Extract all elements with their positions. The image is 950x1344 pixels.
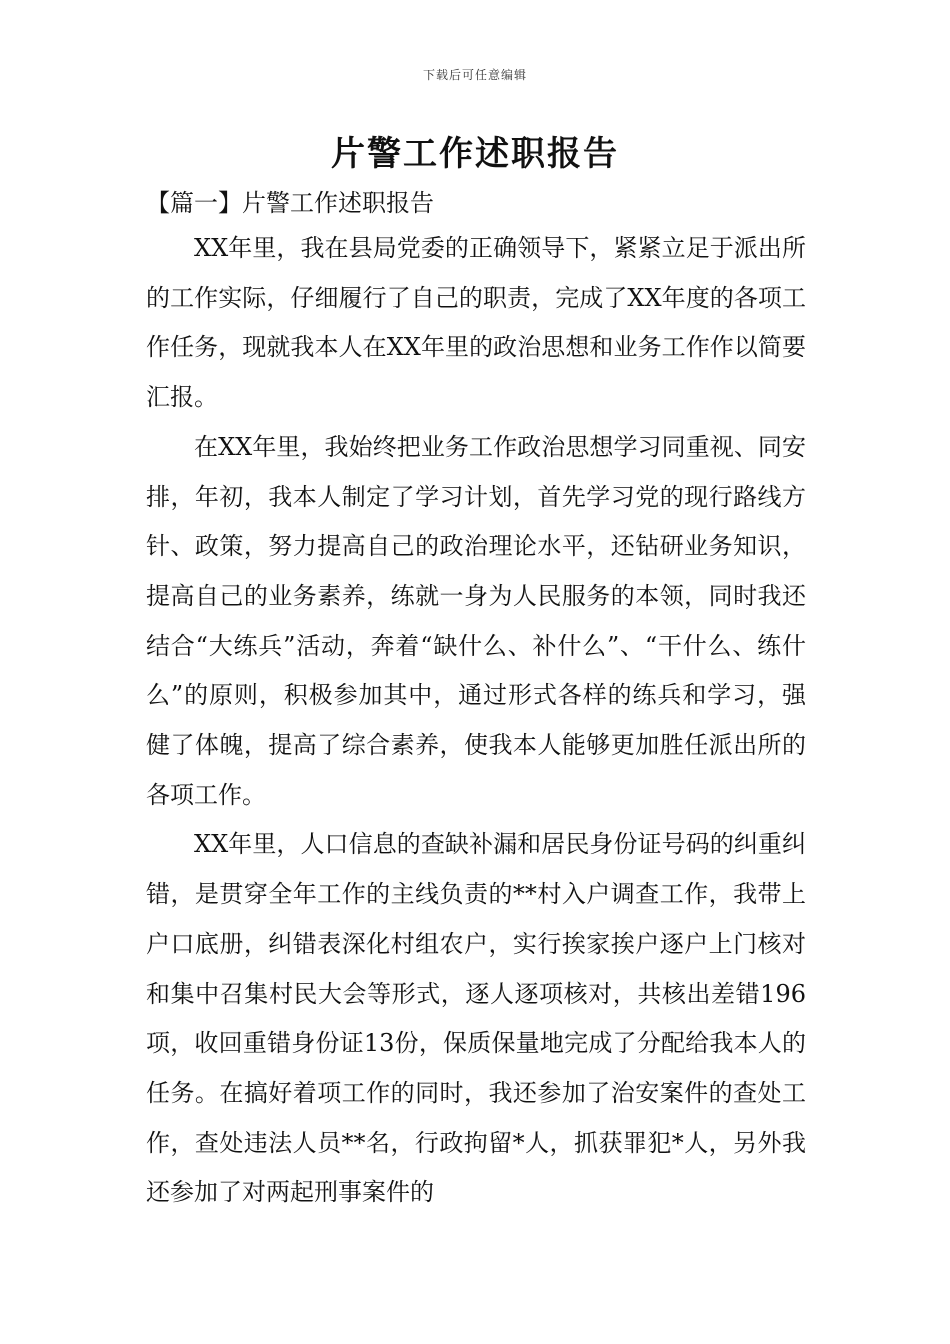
- paragraph-2: 在XX年里，我始终把业务工作政治思想学习同重视、同安排，年初，我本人制定了学习计划，首先学习党的现行路线方针、政策，努力提高自己的政治理论水平，还钻研业务知识，提高自己的业务素养，练就一身为人民服务的本领，同时我还结合“大练兵”活动，奔着“缺什么、补什么”、“干什么、练什么”的原则，积极参加其中，通过形式各样的练兵和学习，强健了体魄，提高了综合素养，使我本人能够更加胜任派出所的各项工作。: [146, 432, 806, 809]
- document-title: 片警工作述职报告: [331, 134, 619, 174]
- header-note: 下载后可任意编辑: [422, 68, 527, 82]
- document-body: [146, 224, 806, 1218]
- paragraph-3: XX年里，人口信息的查缺补漏和居民身份证号码的纠重纠错，是贯穿全年工作的主线负责的**村入户调查工作，我带上户口底册，纠错表深化村组农户，实行挨家挨户逐户上门核对和集中召集村民大会等形式，逐人逐项核对，共核出差错196项，收回重错身份证13份，保质保量地完成了分配给我本人的任务。在搞好着项工作的同时，我还参加了治安案件的查处工作，查处违法人员**名，行政拘留*人，抓获罪犯*人，另外我还参加了对两起刑事案件的: [146, 830, 806, 1207]
- paragraph-1: XX年里，我在县局党委的正确领导下，紧紧立足于派出所的工作实际，仔细履行了自己的职责，完成了XX年度的各项工作任务，现就我本人在XX年里的政治思想和业务工作作以简要汇报。: [146, 234, 806, 412]
- section-heading: 【篇一】片警工作述职报告: [146, 189, 434, 217]
